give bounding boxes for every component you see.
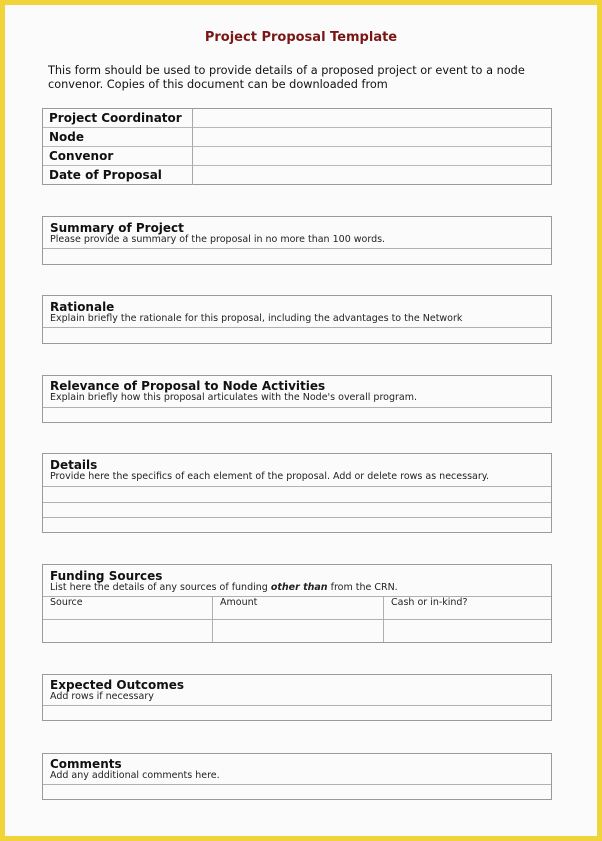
- section-title: Relevance of Proposal to Node Activities: [50, 379, 326, 393]
- section-title: Summary of Project: [50, 221, 184, 235]
- section-description: Provide here the specifics of each element of the proposal. Add or delete rows as necessary.: [50, 471, 490, 482]
- intro-text: This form should be used to provide details of a proposed project or event to a node convenor. Copies of this document can be downloaded from: [48, 64, 525, 91]
- summary-input-row[interactable]: [43, 249, 551, 264]
- info-row-node: [43, 128, 551, 147]
- funding-cash-cell[interactable]: [384, 620, 551, 642]
- summary-section: [42, 216, 552, 265]
- row-divider: [43, 596, 551, 597]
- details-input-row[interactable]: [43, 503, 551, 517]
- rationale-input-row[interactable]: [43, 328, 551, 343]
- info-row-convenor: [43, 147, 551, 166]
- date-of-proposal-field[interactable]: [193, 166, 551, 185]
- project-coordinator-field[interactable]: [193, 109, 551, 128]
- section-title: Funding Sources: [50, 569, 163, 583]
- section-description: Please provide a summary of the proposal in no more than 100 words.: [50, 234, 386, 245]
- page-title: Project Proposal Template: [204, 30, 398, 45]
- desc-text: List here the details of any sources of funding: [50, 582, 271, 593]
- funding-sources-section: [42, 564, 552, 643]
- section-description: Add rows if necessary: [50, 691, 154, 702]
- section-title: Expected Outcomes: [50, 678, 185, 692]
- column-header-amount: Amount: [220, 597, 258, 608]
- section-description: Explain briefly the rationale for this proposal, including the advantages to the Network: [50, 313, 463, 324]
- details-section: [42, 453, 552, 533]
- document-page: [5, 5, 597, 836]
- rationale-section: [42, 295, 552, 344]
- section-title: Details: [50, 458, 98, 472]
- column-header-source: Source: [50, 597, 83, 608]
- details-input-row[interactable]: [43, 487, 551, 501]
- expected-outcomes-section: [42, 674, 552, 721]
- relevance-section: [42, 375, 552, 423]
- info-label: Node: [43, 128, 193, 147]
- info-row-coordinator: [43, 109, 551, 128]
- comments-section: [42, 753, 552, 800]
- outcomes-input-row[interactable]: [43, 706, 551, 720]
- info-label: Project Coordinator: [43, 109, 193, 128]
- section-description: Explain briefly how this proposal articulates with the Node's overall program.: [50, 392, 418, 403]
- convenor-field[interactable]: [193, 147, 551, 166]
- node-field[interactable]: [193, 128, 551, 147]
- relevance-input-row[interactable]: [43, 408, 551, 422]
- funding-source-cell[interactable]: [43, 620, 212, 642]
- desc-emphasis: other than: [270, 582, 328, 593]
- section-title: Comments: [50, 757, 122, 771]
- section-title: Rationale: [50, 300, 115, 314]
- desc-text: from the CRN.: [327, 582, 398, 593]
- project-info-table: [42, 108, 552, 185]
- column-header-cash-or-in-kind: Cash or in-kind?: [391, 597, 468, 608]
- section-description: Add any additional comments here.: [50, 770, 220, 781]
- info-label: Date of Proposal: [43, 166, 193, 185]
- section-description: [50, 582, 398, 594]
- details-input-row[interactable]: [43, 518, 551, 532]
- info-row-date: [43, 166, 551, 185]
- funding-amount-cell[interactable]: [213, 620, 383, 642]
- info-label: Convenor: [43, 147, 193, 166]
- comments-input-row[interactable]: [43, 785, 551, 799]
